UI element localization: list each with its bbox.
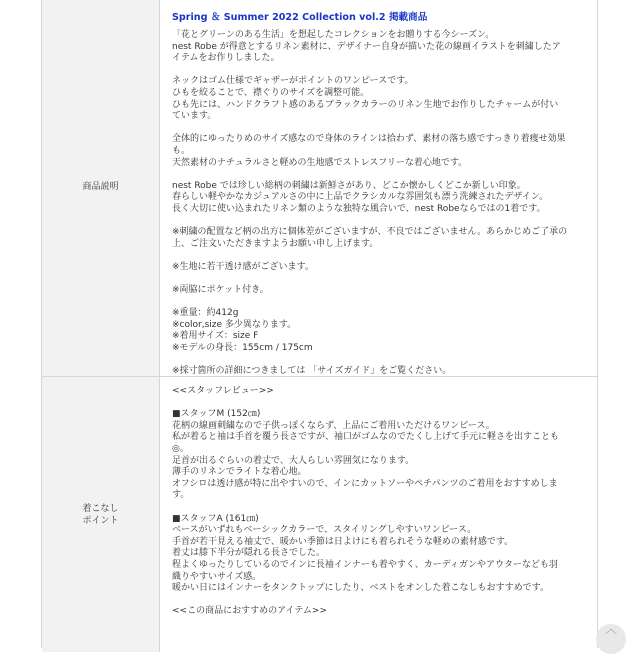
paragraph xyxy=(172,227,589,250)
paragraph xyxy=(172,262,589,274)
paragraph xyxy=(172,76,589,122)
text-line: ベースがいずれもベーシックカラーで、スタイリングしやすいワンピース。 xyxy=(172,525,477,536)
row-content xyxy=(160,377,597,652)
staff-review-body xyxy=(172,386,589,618)
collection-title: Spring ＆ Summer 2022 Collection vol.2 掲載商品 xyxy=(172,12,428,23)
text-line: 天然素材のナチュラルさと軽めの生地感でストレスフリーな着心地です。 xyxy=(172,157,468,168)
product-detail-table xyxy=(41,0,598,648)
text-line: ■スタッフA (161㎝) xyxy=(172,513,259,524)
text-line: ※着用サイズ：size F xyxy=(172,331,259,342)
text-line: 足首が出るぐらいの着丈で、大人らしい雰囲気になります。 xyxy=(172,455,415,466)
row-header-line: ポイント xyxy=(82,515,119,526)
paragraph xyxy=(172,606,589,618)
text-line: ネックはゴム仕様でギャザーがポイントのワンピースです。 xyxy=(172,76,414,87)
text-line: ひもを絞ることで、襟ぐりのサイズを調整可能。 xyxy=(172,87,370,98)
row-content xyxy=(160,0,597,376)
row-header-line: 着こなし xyxy=(82,503,119,514)
text-line: ています。 xyxy=(172,111,217,122)
text-line: 程よくゆったりしているのでインに長袖インナーも着やすく、カーディガンやアウターなども羽 xyxy=(172,559,558,570)
text-line: 私が着ると袖は手首を覆う長さですが、袖口がゴムなのでたくし上げて手元に軽さを出すことも xyxy=(172,432,560,443)
text-line: も。 xyxy=(172,145,191,156)
chevron-up-icon: ︿ xyxy=(604,622,617,636)
text-line: ■スタッフM (152㎝) xyxy=(172,409,261,420)
paragraph xyxy=(172,134,589,169)
paragraph xyxy=(172,30,589,65)
text-line: 春らしい軽やかなカジュアルさの中に上品でクラシカルな雰囲気も漂う洗練されたデザイン。 xyxy=(172,192,549,203)
text-line: ※color,size 多少異なります。 xyxy=(172,319,297,330)
paragraph xyxy=(172,514,589,595)
text-line: ※生地に若干透け感がございます。 xyxy=(172,261,314,272)
text-line: 暖かい日にはインナーをタンクトップにしたり、ベストをオンした着こなしもおすすめです。 xyxy=(172,583,549,594)
description-body xyxy=(172,30,589,378)
text-line: nest Robe が得意とするリネン素材に、デザイナー自身が描いた花の線画イラストを刺繍したア xyxy=(172,41,561,52)
paragraph xyxy=(172,285,589,297)
text-line: ※重量：約412g xyxy=(172,308,239,319)
text-line: <<スタッフレビュー>> xyxy=(172,386,274,396)
paragraph xyxy=(172,308,589,354)
text-line: <<この商品におすすめのアイテム>> xyxy=(172,606,327,617)
product-description-row xyxy=(42,0,597,377)
text-line: 長く大切に使い込まれたリネン類のような独特な風合いで、nest Robeならではの1着です。 xyxy=(172,203,546,214)
text-line: ※採寸箇所の詳細につきましては 「サイズガイド」をご覧ください。 xyxy=(172,366,452,377)
scroll-to-top-button[interactable] xyxy=(596,624,626,654)
text-line: 織りやすいサイズ感。 xyxy=(172,571,262,582)
paragraph xyxy=(172,181,589,216)
text-line: 全体的にゆったりめのサイズ感なので身体のラインは拾わず、素材の落ち感ですっきり着痩せ効果 xyxy=(172,134,566,145)
text-line: 上、ご注文いただきますようお願い申し上げます。 xyxy=(172,238,379,249)
row-header: 商品説明 xyxy=(42,0,160,376)
text-line: 薄手のリネンでライトな着心地。 xyxy=(172,467,307,478)
text-line: ◎。 xyxy=(172,443,189,454)
text-line: す。 xyxy=(172,490,190,501)
paragraph xyxy=(172,386,589,398)
text-line: ひも先には、ハンドクラフト感のあるブラックカラーのリネン生地でお作りしたチャームが付い xyxy=(172,99,559,110)
row-header xyxy=(42,377,160,652)
styling-points-row xyxy=(42,377,597,652)
text-line: nest Robe では珍しい総柄の刺繍は新鮮さがあり、どこか懐かしくどこか新しい印象。 xyxy=(172,180,526,191)
text-line: オフシロは透け感が特に出やすいので、インにカットソーやペチパンツのご着用をおすすめしま xyxy=(172,478,558,489)
paragraph xyxy=(172,409,589,502)
text-line: ※両脇にポケット付き。 xyxy=(172,285,269,296)
text-line: 手首が若干見える袖丈で、暖かい季節は日よけにも着られそうな軽めの素材感です。 xyxy=(172,536,514,547)
text-line: ※モデルの身長：155cm / 175cm xyxy=(172,343,313,354)
text-line: イテムをお作りしました。 xyxy=(172,53,280,64)
text-line: 花柄の線画刺繍なので子供っぽくならず、上品にご着用いただけるワンピース。 xyxy=(172,420,495,431)
text-line: ※刺繍の配置など柄の出方に個体差がございますが、不良ではございません。あらかじめご了承の xyxy=(172,227,568,238)
text-line: 「花とグリーンのある生活」を想起したコレクションをお贈りする今シーズン。 xyxy=(172,30,495,40)
text-line: 着丈は膝下半分が隠れる長さでした。 xyxy=(172,548,326,559)
